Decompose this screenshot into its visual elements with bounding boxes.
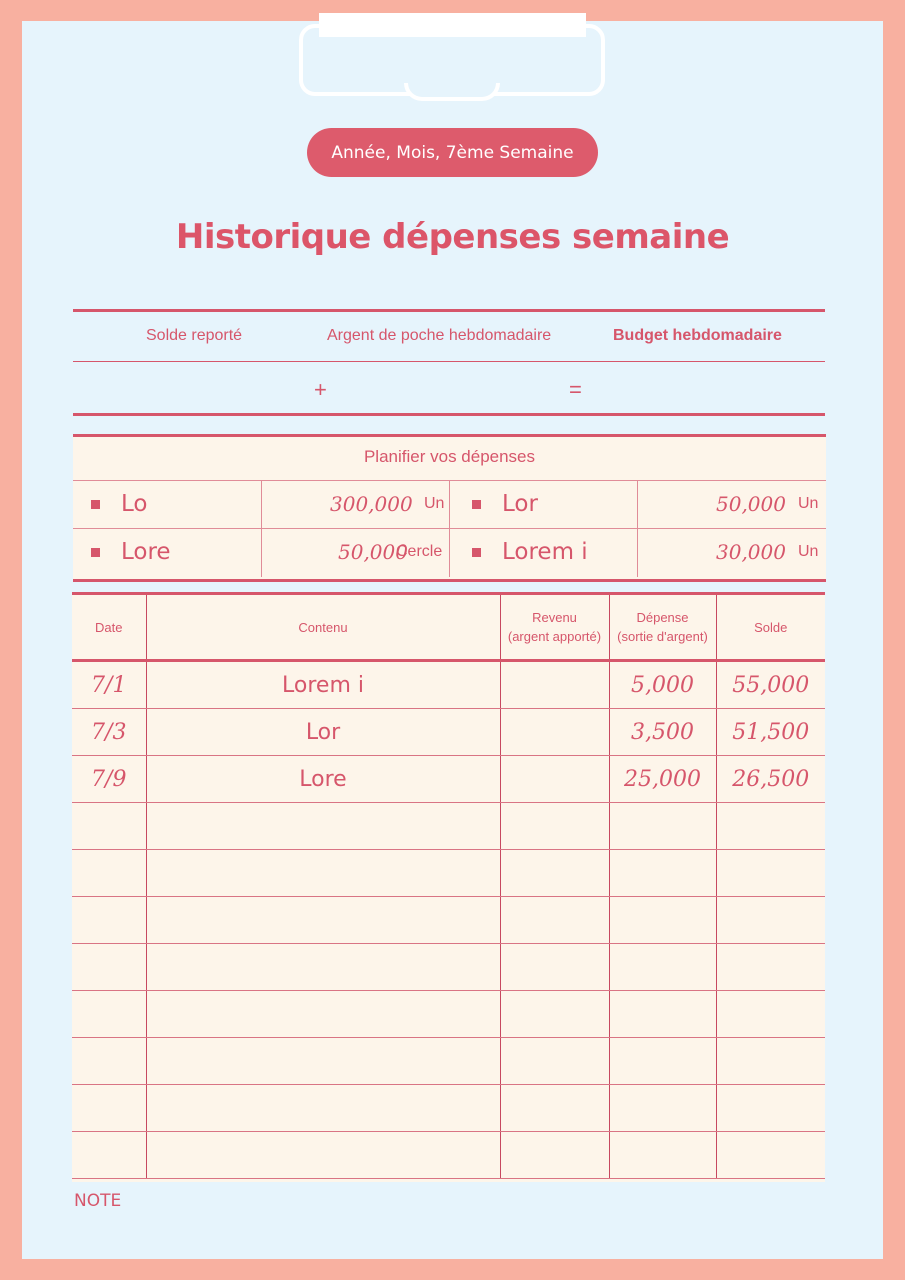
ledger-table: [72, 592, 825, 1182]
plan-amount-cell: [637, 529, 826, 577]
page-title: Historique dépenses semaine: [175, 217, 730, 257]
row-balance: 55,000: [716, 661, 825, 709]
plus-sign: +: [314, 377, 327, 402]
summary-top-divider: [73, 309, 825, 312]
clipboard-clip-bar: [319, 13, 586, 37]
plan-row: [73, 480, 826, 529]
plan-amount-cell: [261, 481, 450, 529]
plan-item-name: Lorem i: [502, 539, 588, 565]
empty-row: [72, 850, 825, 897]
row-date: 7/1: [72, 661, 146, 709]
bullet-icon: [472, 548, 481, 557]
row-expense: 5,000: [609, 661, 716, 709]
plan-item-amount: 300,000: [330, 492, 413, 516]
plan-row: [73, 528, 826, 577]
empty-row: [72, 1038, 825, 1085]
summary-mid-divider: [73, 361, 825, 362]
bullet-icon: [91, 500, 100, 509]
empty-row: [72, 991, 825, 1038]
plan-item-amount: 50,000: [716, 492, 786, 516]
row-income: [500, 756, 609, 803]
summary-bottom-divider: [73, 413, 825, 416]
date-header: Date: [72, 595, 146, 661]
weekly-budget-label: Budget hebdomadaire: [613, 327, 782, 344]
clipboard-clip-tab: [404, 83, 500, 101]
bullet-icon: [91, 548, 100, 557]
table-row: [72, 756, 825, 803]
row-income: [500, 661, 609, 709]
plan-name-cell: [449, 481, 638, 529]
plan-item-amount: 50,000: [338, 540, 408, 564]
row-balance: 51,500: [716, 709, 825, 756]
plan-item-amount: 30,000: [716, 540, 786, 564]
plan-item-name: Lor: [502, 491, 538, 517]
sheet: [22, 21, 883, 1259]
table-row: [72, 709, 825, 756]
spending-plan: [73, 434, 826, 582]
plan-amount-cell: [261, 529, 450, 577]
empty-row: [72, 1085, 825, 1132]
plan-item-name: Lore: [121, 539, 171, 565]
plan-item-unit: Un: [798, 543, 819, 560]
plan-title: Planifier vos dépenses: [363, 447, 536, 466]
table-row: [72, 661, 825, 709]
carried-balance-label: Solde reporté: [146, 327, 243, 344]
plan-amount-cell: [637, 481, 826, 529]
note-label: NOTE: [74, 1191, 122, 1211]
equals-sign: =: [569, 377, 582, 402]
expense-header: Dépense (sortie d'argent): [609, 595, 716, 661]
row-balance: 26,500: [716, 756, 825, 803]
plan-item-unit: Un: [798, 495, 819, 512]
income-header: Revenu (argent apporté): [500, 595, 609, 661]
row-date: 7/3: [72, 709, 146, 756]
plan-item-name: Lo: [121, 491, 148, 517]
row-content: Lore: [146, 756, 500, 803]
row-income: [500, 709, 609, 756]
ledger-grid: [72, 595, 825, 1179]
plan-item-unit: Cercle: [396, 543, 443, 560]
period-label: Année, Mois, 7ème Semaine: [331, 142, 574, 163]
ledger-header-row: [72, 595, 825, 661]
plan-name-cell: [449, 529, 638, 577]
row-expense: 25,000: [609, 756, 716, 803]
row-expense: 3,500: [609, 709, 716, 756]
balance-header: Solde: [716, 595, 825, 661]
period-badge: [307, 128, 598, 177]
empty-row: [72, 944, 825, 991]
row-content: Lor: [146, 709, 500, 756]
bullet-icon: [472, 500, 481, 509]
empty-row: [72, 897, 825, 944]
row-date: 7/9: [72, 756, 146, 803]
plan-item-unit: Un: [424, 495, 445, 512]
row-content: Lorem i: [146, 661, 500, 709]
content-header: Contenu: [146, 595, 500, 661]
weekly-allowance-label: Argent de poche hebdomadaire: [327, 327, 552, 344]
empty-row: [72, 1132, 825, 1179]
empty-row: [72, 803, 825, 850]
